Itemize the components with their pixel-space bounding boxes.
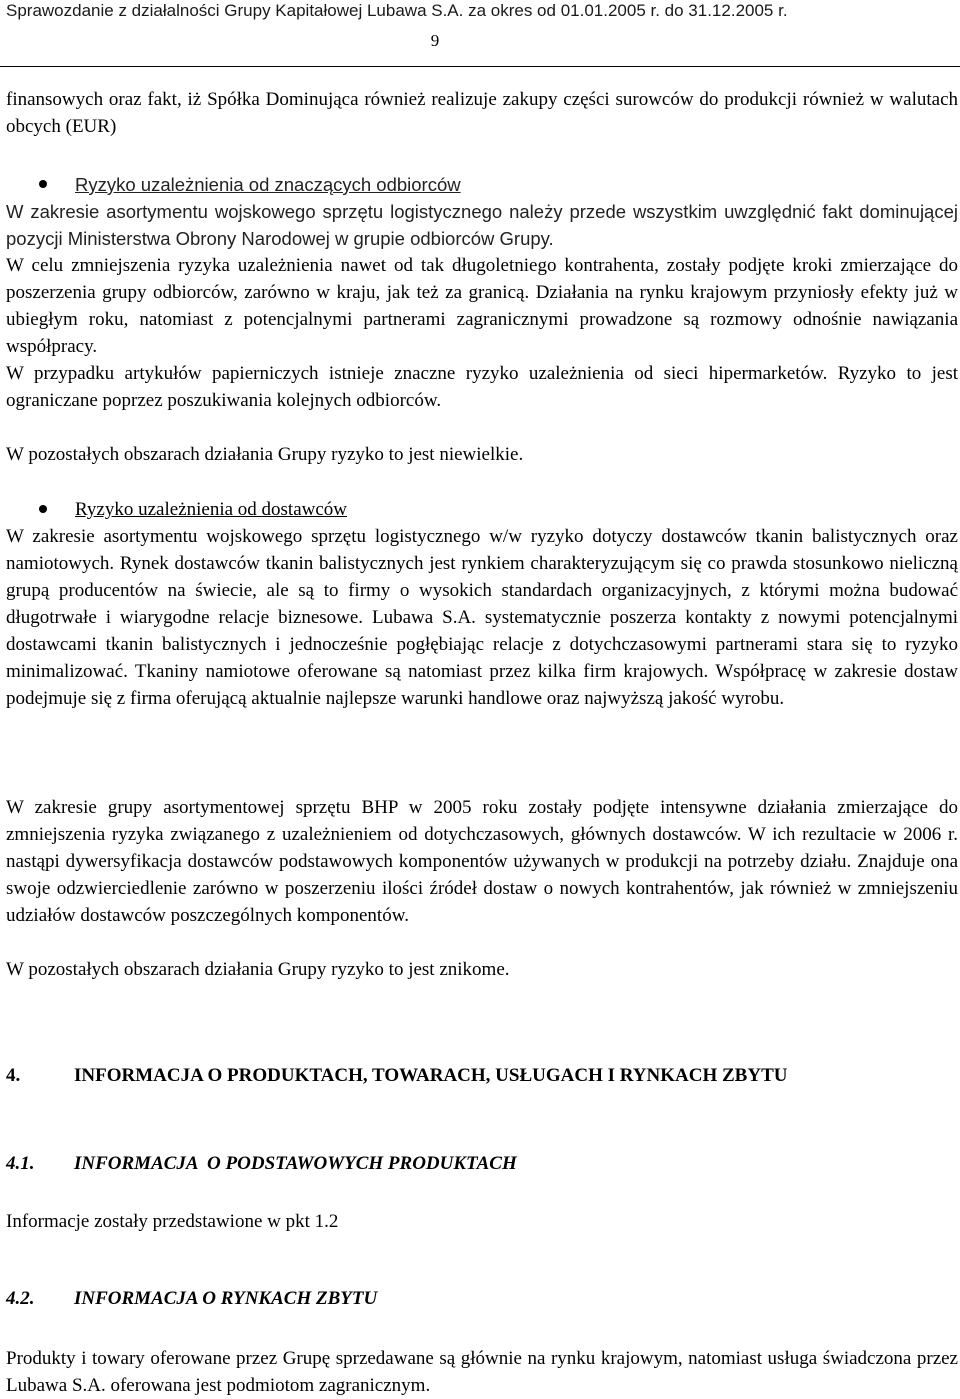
section-number: 4.2. bbox=[6, 1288, 35, 1309]
paragraph-products-info: Informacje zostały przedstawione w pkt 1.2 bbox=[6, 1211, 339, 1232]
bullet-label: Ryzyko uzależnienia od dostawców bbox=[75, 499, 348, 520]
bullet-item-suppliers bbox=[0, 496, 960, 523]
section-title: INFORMACJA O PODSTAWOWYCH PRODUKTACH bbox=[74, 1153, 517, 1174]
section-title: INFORMACJA O PRODUKTACH, TOWARACH, USŁUGACH I RYNKACH ZBYTU bbox=[74, 1065, 788, 1086]
paragraph-bhp-suppliers: W zakresie grupy asortymentowej sprzętu BHP w 2005 roku zostały podjęte intensywne działania zmierzające do zmniejszenia ryzyka związanego z uzależnieniem od dotychczasowych, głównych dostawców. W ich rezultacie w 2006 r. nastąpi dywersyfikacja dostawców podstawowych komponentów używanych w produkcji na potrzeby działu. Znajduje ona swoje odzwierciedlenie zarówno w poszerzeniu ilości źródeł dostaw o nowych kontrahentów, jak również w zmniejszeniu udziałów dostawców poszczególnych komponentów. bbox=[6, 797, 958, 926]
paragraph-customer-risk-reduction bbox=[6, 252, 958, 360]
paragraph-other-areas-negligible: W pozostałych obszarach działania Grupy ryzyko to jest znikome. bbox=[6, 959, 510, 980]
section-number: 4.1. bbox=[6, 1153, 35, 1174]
page-number: 9 bbox=[430, 31, 440, 50]
header-divider bbox=[0, 66, 960, 67]
paragraph-other-areas-small: W pozostałych obszarach działania Grupy ryzyko to jest niewielkie. bbox=[6, 444, 524, 465]
section-heading-4-1 bbox=[6, 1150, 958, 1177]
section-title: INFORMACJA O RYNKACH ZBYTU bbox=[74, 1288, 378, 1309]
paragraph-sales-markets: Produkty i towary oferowane przez Grupę sprzedawane są głównie na rynku krajowym, natomiast usługa świadczona przez Lubawa S.A. oferowana jest podmiotom zagranicznym. bbox=[6, 1348, 958, 1396]
section-heading-4 bbox=[6, 1062, 958, 1116]
section-heading-4-2 bbox=[6, 1285, 958, 1312]
header-title: Sprawozdanie z działalności Grupy Kapitałowej Lubawa S.A. za okres od 01.01.2005 r. do 31.12.2005 r. bbox=[6, 1, 788, 20]
bullet-icon bbox=[39, 505, 47, 513]
paragraph-paper-articles: W przypadku artykułów papierniczych istnieje znaczne ryzyko uzależnienia od sieci hipermarketów. Ryzyko to jest ograniczane poprzez poszukiwania kolejnych odbiorców. bbox=[6, 363, 958, 411]
paragraph-suppliers-fabrics: W zakresie asortymentu wojskowego sprzętu logistycznego w/w ryzyko dotyczy dostawców tkanin balistycznych oraz namiotowych. Rynek dostawców tkanin balistycznych jest rynkiem charakteryzującym się co prawda stosunkowo nieliczną grupą producentów na świecie, ale są to firmy o wysokich standardach organizacyjnych, z którymi można budować długotrwałe i wiarygodne relacje biznesowe. Lubawa S.A. systematycznie poszerza kontakty z nowymi potencjalnymi dostawcami tkanin balistycznych i jednocześnie pogłębiając relacje z dotychczasowymi partnerami stara się to ryzyko minimalizować. Tkaniny namiotowe oferowane są natomiast przez kilka firm krajowych. Współpracę w zakresie dostaw podejmuje się z firma oferującą aktualnie najlepsze warunki handlowe oraz najwyższą jakość wyrobu. bbox=[6, 526, 958, 709]
section-number: 4. bbox=[6, 1065, 21, 1086]
paragraph-text: W celu zmniejszenia ryzyka uzależnienia nawet od tak długoletniego kontrahenta, zostały podjęte kroki zmierzające do poszerzenia grupy odbiorców, zarówno w kraju, jak też za granicą. Działania na rynku krajowym przyniosły efekty już w ubiegłym roku, natomiast z potencjalnymi partnerami zagranicznymi prowadzone są rozmowy odnośnie nawiązania współpracy. bbox=[6, 255, 958, 357]
bullet-label: Ryzyko uzależnienia od znaczących odbiorców bbox=[75, 174, 461, 195]
paragraph-military-customers: W zakresie asortymentu wojskowego sprzętu logistycznego należy przede wszystkim uwzględnić fakt dominującej pozycji Ministerstwa Obrony Narodowej w grupie odbiorców Grupy. bbox=[6, 201, 958, 249]
paragraph-continuation: finansowych oraz fakt, iż Spółka Dominująca również realizuje zakupy części surowców do produkcji również w walutach obcych (EUR) bbox=[6, 89, 958, 137]
page-header bbox=[0, 0, 960, 22]
bullet-item-customers bbox=[0, 171, 960, 198]
bullet-icon bbox=[39, 180, 47, 188]
